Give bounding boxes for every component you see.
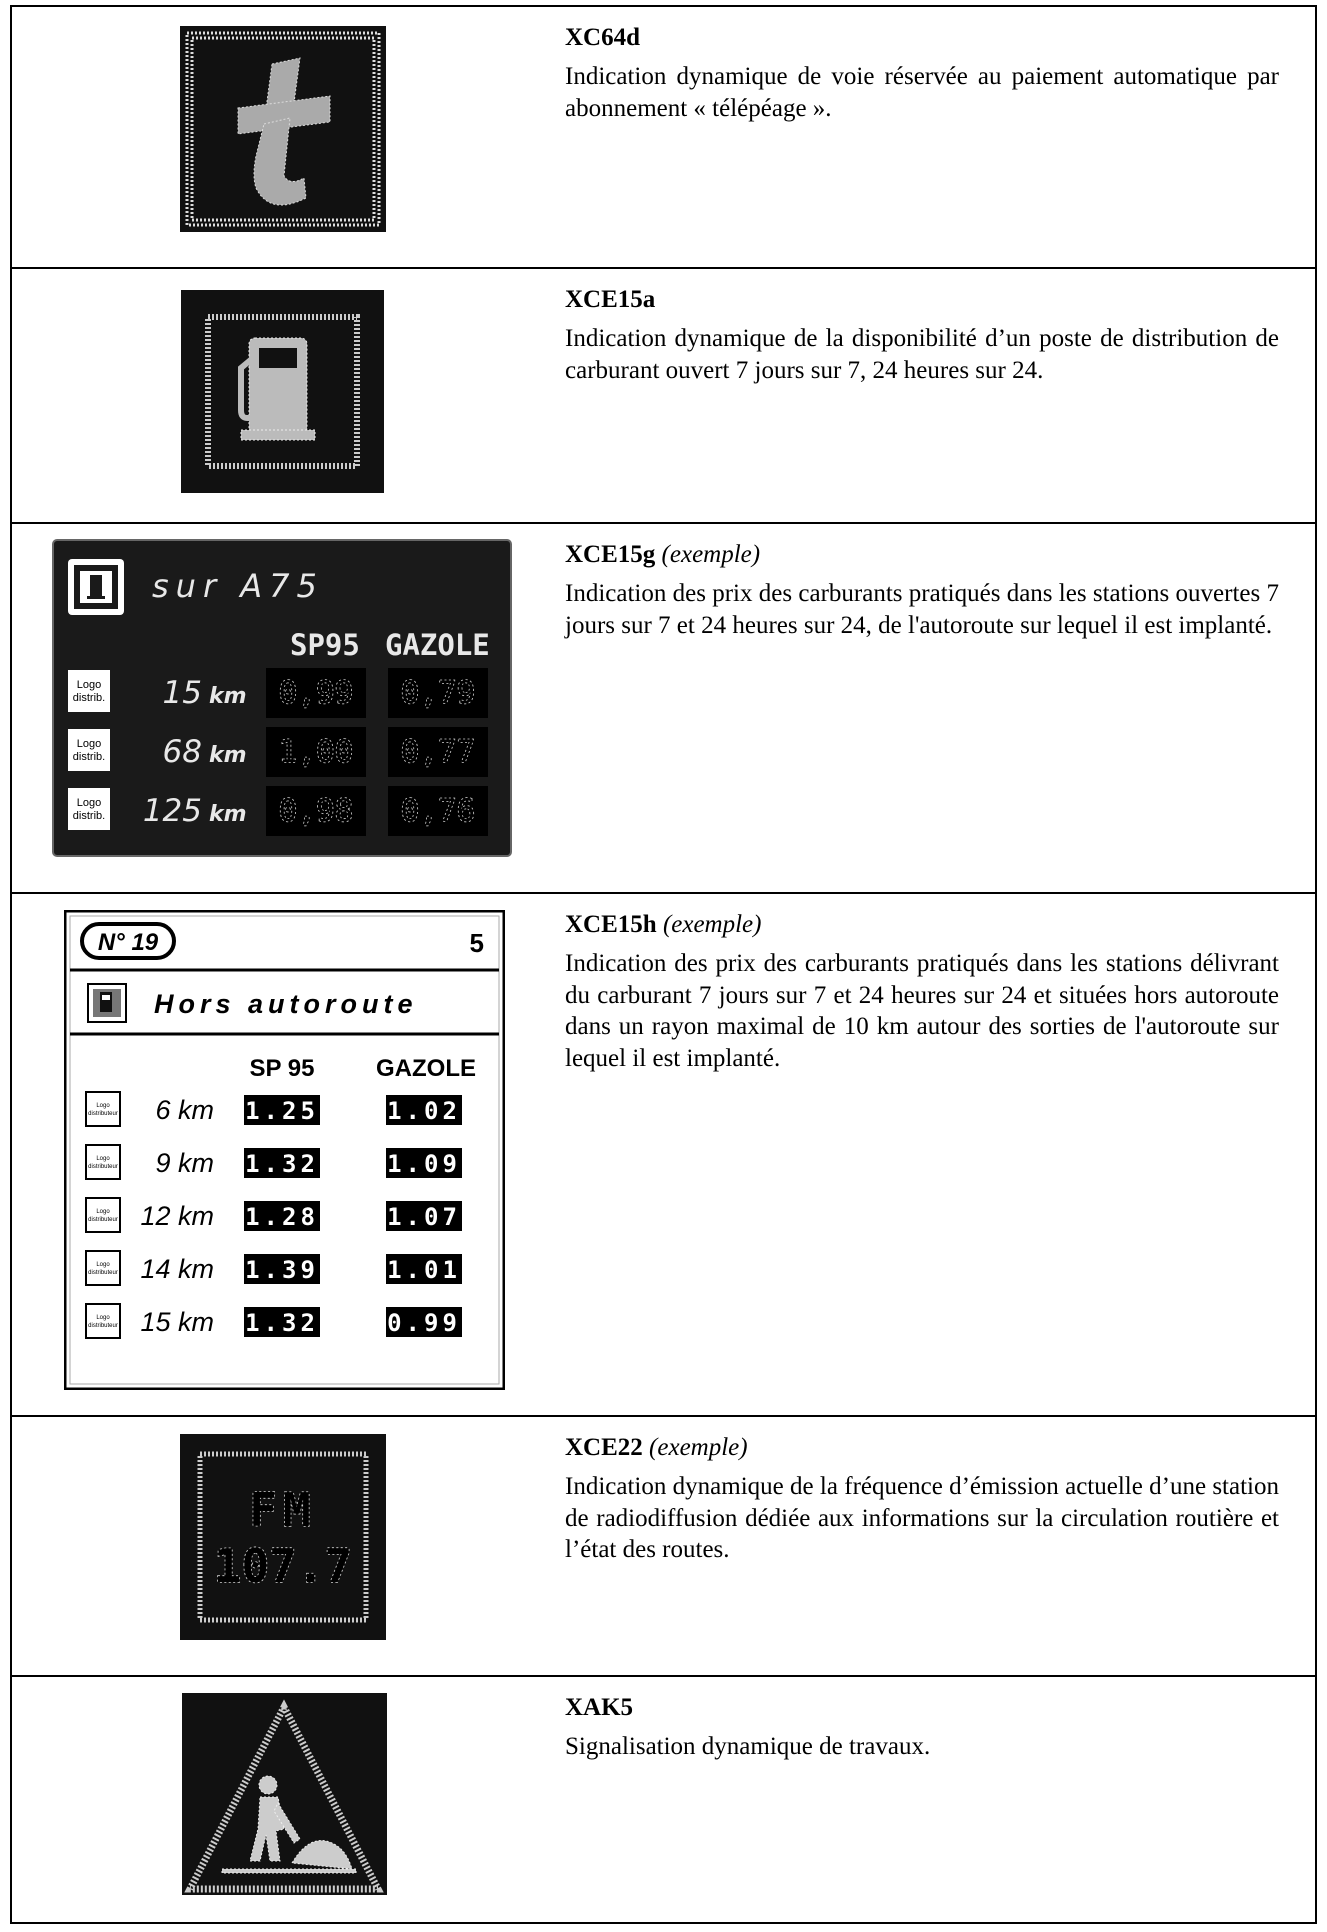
distance-value: 6 km (155, 1095, 214, 1125)
price-gazole: 1.07 (387, 1203, 461, 1231)
price-row (86, 1304, 462, 1338)
sign-code: XCE22 (565, 1434, 643, 1461)
distributor-logo (68, 670, 110, 712)
sign-code: XCE15a (565, 286, 656, 313)
logo-label: Logo distributeur (88, 1315, 118, 1329)
sign-note: (exemple) (649, 1434, 748, 1461)
distributor-logo (86, 1198, 120, 1232)
logo-label: Logo distrib. (72, 797, 106, 822)
distributor-logo (86, 1251, 120, 1285)
price-sp95: 1.25 (245, 1097, 319, 1125)
distributor-logo (86, 1145, 120, 1179)
radio-frequency: 107.7 (213, 1539, 353, 1593)
distance-value: 125 (142, 793, 202, 829)
price-row (86, 1251, 462, 1285)
price-row (86, 1198, 462, 1232)
price-sp95: 1.32 (245, 1150, 319, 1178)
price-sp95: 1,00 (278, 734, 354, 770)
sign-note: (exemple) (662, 911, 762, 938)
price-gazole: 0,77 (400, 734, 476, 770)
price-sp95: 0,98 (278, 793, 354, 829)
exit-distance: 5 (469, 928, 484, 958)
sign-note: (exemple) (661, 541, 761, 568)
column-header-sp95: SP95 (290, 628, 360, 662)
table-row (12, 1677, 1315, 1922)
table-row (12, 269, 1315, 524)
price-gazole: 1.02 (387, 1097, 461, 1125)
price-gazole: 1.09 (387, 1150, 461, 1178)
fuel-price-sign-motorway (52, 539, 512, 857)
fuel-station-sign (181, 290, 384, 493)
sign-description: Indication des prix des carburants pratiqués dans les stations délivrant du carburant 7 jours sur 7 et 24 heures sur 24 et situées hors autoroute dans un rayon maximal de 10 km autour des sorties de l'autoroute sur lequel il est implanté. (565, 950, 1279, 1072)
price-gazole: 1.01 (387, 1256, 461, 1284)
price-sp95: 1.39 (245, 1256, 319, 1284)
distance-unit: km (209, 802, 247, 827)
column-header-gazole: GAZOLE (385, 628, 490, 662)
distributor-logo (86, 1304, 120, 1338)
price-sp95: 1.32 (245, 1309, 319, 1337)
table-row (12, 894, 1315, 1417)
sign-description: Indication dynamique de la fréquence d’émission actuelle d’une station de radiodiffusion dédiée aux informations sur la circulation routière et l’état des routes. (565, 1473, 1279, 1563)
sign-title: sur A75 (152, 567, 324, 605)
distance-value: 15 (162, 675, 202, 711)
logo-label: Logo distributeur (88, 1103, 118, 1117)
distance-value: 9 km (155, 1148, 214, 1178)
price-gazole: 0,76 (400, 793, 476, 829)
price-sp95: 0,99 (278, 675, 354, 711)
distributor-logo (86, 1092, 120, 1126)
signs-table (10, 5, 1317, 1924)
roadworks-sign (182, 1693, 387, 1895)
telepeage-sign (180, 26, 386, 232)
logo-label: Logo distributeur (88, 1262, 118, 1276)
fuel-price-sign-offmotorway (64, 910, 505, 1390)
distributor-logo (68, 788, 110, 830)
price-gazole: 0,79 (400, 675, 476, 711)
distance-value: 12 km (140, 1201, 214, 1231)
radio-frequency-sign (180, 1434, 386, 1640)
logo-label: Logo distributeur (88, 1156, 118, 1170)
distance-value: 14 km (140, 1254, 214, 1284)
logo-label: Logo distrib. (72, 679, 106, 704)
sign-description: Indication dynamique de voie réservée au paiement automatique par abonnement « télépéage ». (565, 63, 1279, 122)
table-row (12, 524, 1315, 894)
column-header-sp95: SP 95 (249, 1055, 315, 1082)
table-row (12, 1417, 1315, 1677)
logo-label: Logo distrib. (72, 738, 106, 763)
distance-unit: km (209, 684, 247, 709)
sign-code: XAK5 (565, 1694, 634, 1721)
sign-description: Signalisation dynamique de travaux. (565, 1733, 931, 1760)
logo-label: Logo distributeur (88, 1209, 118, 1223)
distributor-logo (68, 729, 110, 771)
sign-code: XCE15h (565, 911, 657, 938)
sign-description: Indication dynamique de la disponibilité d’un poste de distribution de carburant ouvert 7 jours sur 7, 24 heures sur 24. (565, 325, 1279, 384)
sign-description: Indication des prix des carburants pratiqués dans les stations ouvertes 7 jours sur 7 et 24 heures sur 24, de l'autoroute sur lequel il est implanté. (565, 580, 1279, 639)
distance-value: 68 (162, 734, 202, 770)
sign-title: Hors autoroute (154, 989, 418, 1019)
fuel-pump-icon (100, 992, 112, 1012)
column-header-gazole: GAZOLE (376, 1055, 476, 1082)
price-sp95: 1.28 (245, 1203, 319, 1231)
table-row (12, 7, 1315, 269)
price-gazole: 0.99 (387, 1309, 461, 1337)
distance-unit: km (209, 743, 247, 768)
exit-number: N° 19 (97, 929, 159, 956)
distance-value: 15 km (140, 1307, 214, 1337)
radio-band: FM (249, 1483, 317, 1537)
sign-code: XC64d (565, 24, 641, 51)
sign-code: XCE15g (565, 541, 656, 568)
